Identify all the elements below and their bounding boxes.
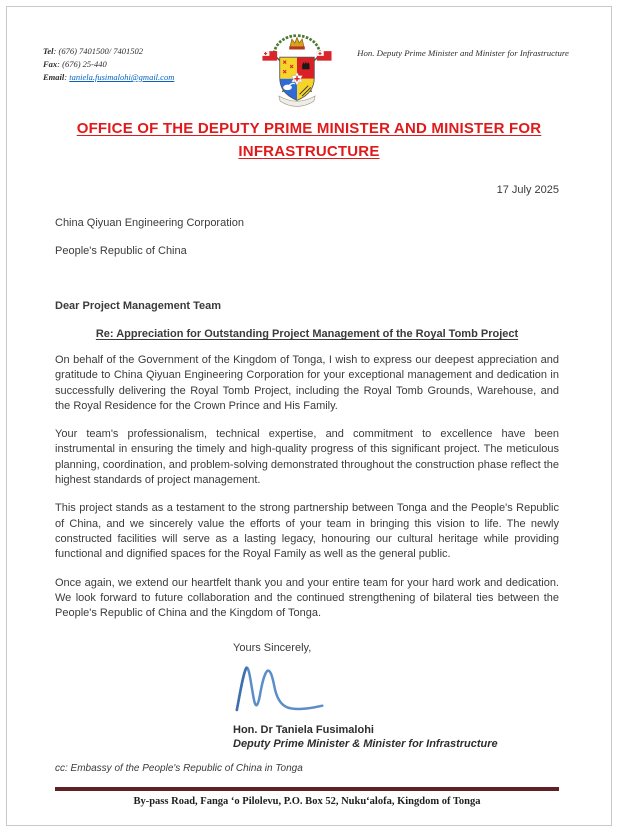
salutation: Dear Project Management Team: [55, 300, 222, 312]
body-paragraph-4: Once again, we extend our heartfelt thank you and your entire team for your hard work and dedication. We look forward to future collaboration and the continued strengthening of bilateral ties between the People's Republic of China and the Kingdom of Tonga.: [55, 576, 559, 620]
fax-label: Fax: [43, 59, 58, 69]
email-line: Email: taniela.fusimalohi@gmail.com: [43, 72, 175, 82]
body-paragraph-2: Your team's professionalism, technical expertise, and commitment to excellence have been instrumental in ensuring the timely and high-quality progress of this significant project. The meticulous planning, coordination, and problem-solving demonstrated throughout the construction phase reflect the highest standards of project management.: [55, 428, 559, 487]
tel-label: Tel: [43, 46, 54, 56]
page-title: OFFICE OF THE DEPUTY PRIME MINISTER AND MINISTER FOR INFRASTRUCTURE: [76, 120, 542, 160]
body-paragraph-3: This project stands as a testament to the strong partnership between Tonga and the People's Republic of China, and we sincerely value the efforts of your team in bringing this vision to life. The newly constructed facilities will serve as a lasting legacy, honouring our cultural heritage while providing functional and dignified spaces for the Royal Family as well as the general public.: [55, 502, 559, 561]
footer-address: By-pass Road, Fanga ‘o Pilolevu, P.O. Box 52, Nuku‘alofa, Kingdom of Tonga: [133, 796, 481, 808]
recipient-org: China Qiyuan Engineering Corporation: [55, 217, 244, 229]
email-link[interactable]: taniela.fusimalohi@gmail.com: [69, 72, 175, 82]
tel-line: [43, 45, 255, 58]
office-title: Hon. Deputy Prime Minister and Minister for Infrastructure: [357, 48, 569, 58]
letterhead: [43, 33, 575, 109]
tonga-coat-of-arms-icon: [257, 33, 337, 109]
email-label: Email: [43, 72, 65, 82]
letter-date: 17 July 2025: [496, 184, 559, 196]
tonga-flag-right-icon: [317, 51, 332, 61]
body-paragraph-1: On behalf of the Government of the Kingdom of Tonga, I wish to express our deepest appreciation and gratitude to China Qiyuan Engineering Corporation for your exceptional management and dedication in successfully delivering the Royal Tomb Project, including the Royal Tomb Grounds, Warehouse, and the Royal Residence for the Crown Prince and His Family.: [55, 354, 559, 412]
recipient-country: People's Republic of China: [55, 245, 187, 257]
footer-rule: [55, 787, 559, 791]
crown-icon: [290, 37, 304, 47]
tel-value: : (676) 7401500/ 7401502: [53, 46, 144, 56]
handwritten-signature-icon: [233, 660, 329, 714]
fax-value: : (676) 25-440: [57, 59, 107, 69]
signatory-name: Hon. Dr Taniela Fusimalohi: [233, 724, 374, 737]
cc-line: cc: Embassy of the People's Republic of China in Tonga: [55, 763, 303, 775]
contact-block: [43, 33, 255, 84]
tonga-flag-left-icon: [262, 51, 277, 61]
fax-line: [43, 58, 255, 71]
letter-page: [6, 6, 612, 826]
closing-phrase: Yours Sincerely,: [233, 642, 312, 655]
crest-container: [255, 33, 339, 109]
signature-container: [233, 660, 559, 716]
signatory-role: Deputy Prime Minister & Minister for Infrastructure: [233, 738, 498, 751]
subject-line: Re: Appreciation for Outstanding Project Management of the Royal Tomb Project: [95, 328, 519, 340]
page-footer: [55, 787, 559, 807]
